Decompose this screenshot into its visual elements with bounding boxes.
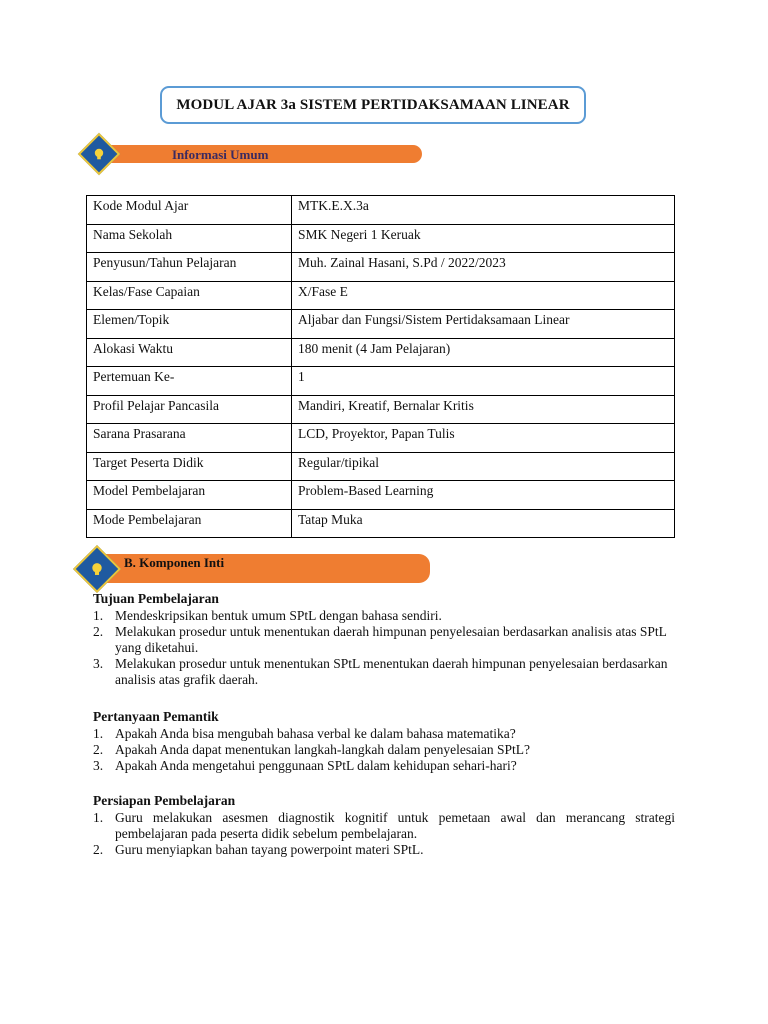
table-value-cell: SMK Negeri 1 Keruak (292, 224, 675, 253)
table-value-cell: Problem-Based Learning (292, 481, 675, 510)
list-item (93, 810, 675, 842)
table-row (87, 395, 675, 424)
table-row (87, 224, 675, 253)
table-row (87, 452, 675, 481)
table-row (87, 509, 675, 538)
table-value-cell: X/Fase E (292, 281, 675, 310)
list-item (93, 842, 675, 858)
table-value-cell: Mandiri, Kreatif, Bernalar Kritis (292, 395, 675, 424)
table-value-cell: Regular/tipikal (292, 452, 675, 481)
list-text: Apakah Anda dapat menentukan langkah-langkah dalam penyelesaian SPtL? (115, 742, 530, 757)
list-text: Guru melakukan asesmen diagnostik kognitif untuk pemetaan awal dan merancang strategi pembelajaran pada peserta didik sebelum pembelajaran. (115, 810, 675, 841)
list-number: 3. (93, 656, 104, 671)
tujuan-heading: Tujuan Pembelajaran (93, 591, 219, 606)
list-text: Melakukan prosedur untuk menentukan daerah himpunan penyelesaian berdasarkan analisis atas SPtL yang diketahui. (115, 624, 667, 655)
section-b-label: B. Komponen Inti (124, 555, 225, 570)
info-table (86, 195, 675, 538)
table-row (87, 424, 675, 453)
lightbulb-icon (73, 545, 121, 593)
list-item (93, 726, 675, 742)
table-row (87, 481, 675, 510)
table-key-cell: Penyusun/Tahun Pelajaran (87, 253, 292, 282)
list-text: Apakah Anda bisa mengubah bahasa verbal ke dalam bahasa matematika? (115, 726, 516, 741)
list-item (93, 656, 675, 688)
table-value-cell: 180 menit (4 Jam Pelajaran) (292, 338, 675, 367)
persiapan-list (93, 810, 675, 858)
table-value-cell: 1 (292, 367, 675, 396)
list-number: 2. (93, 742, 104, 757)
table-key-cell: Sarana Prasarana (87, 424, 292, 453)
table-value-cell: MTK.E.X.3a (292, 196, 675, 225)
table-key-cell: Pertemuan Ke- (87, 367, 292, 396)
list-item (93, 608, 675, 624)
list-number: 2. (93, 624, 104, 639)
list-item (93, 742, 675, 758)
table-key-cell: Kelas/Fase Capaian (87, 281, 292, 310)
list-text: Apakah Anda mengetahui penggunaan SPtL dalam kehidupan sehari-hari? (115, 758, 517, 773)
table-key-cell: Alokasi Waktu (87, 338, 292, 367)
table-row (87, 310, 675, 339)
table-key-cell: Target Peserta Didik (87, 452, 292, 481)
list-item (93, 624, 675, 656)
list-number: 1. (93, 810, 104, 825)
table-value-cell: Tatap Muka (292, 509, 675, 538)
table-row (87, 281, 675, 310)
table-key-cell: Kode Modul Ajar (87, 196, 292, 225)
list-number: 1. (93, 608, 104, 623)
module-title: MODUL AJAR 3a SISTEM PERTIDAKSAMAAN LINEAR (160, 86, 586, 124)
table-key-cell: Nama Sekolah (87, 224, 292, 253)
table-row (87, 253, 675, 282)
list-text: Guru menyiapkan bahan tayang powerpoint materi SPtL. (115, 842, 424, 857)
list-text: Mendeskripsikan bentuk umum SPtL dengan bahasa sendiri. (115, 608, 442, 623)
table-key-cell: Profil Pelajar Pancasila (87, 395, 292, 424)
pertanyaan-list (93, 726, 675, 774)
persiapan-heading: Persiapan Pembelajaran (93, 793, 236, 808)
table-value-cell: Aljabar dan Fungsi/Sistem Pertidaksamaan Linear (292, 310, 675, 339)
list-number: 3. (93, 758, 104, 773)
section-a-label: Informasi Umum (172, 147, 269, 162)
table-row (87, 367, 675, 396)
table-key-cell: Elemen/Topik (87, 310, 292, 339)
table-key-cell: Model Pembelajaran (87, 481, 292, 510)
table-row (87, 196, 675, 225)
list-number: 2. (93, 842, 104, 857)
section-b-banner (104, 554, 430, 583)
section-a-banner (100, 145, 422, 163)
table-value-cell: LCD, Proyektor, Papan Tulis (292, 424, 675, 453)
list-item (93, 758, 675, 774)
pertanyaan-heading: Pertanyaan Pemantik (93, 709, 219, 724)
table-value-cell: Muh. Zainal Hasani, S.Pd / 2022/2023 (292, 253, 675, 282)
tujuan-list (93, 608, 675, 688)
table-row (87, 338, 675, 367)
list-text: Melakukan prosedur untuk menentukan SPtL menentukan daerah himpunan penyelesaian berdasarkan analisis atas grafik daerah. (115, 656, 668, 687)
table-key-cell: Mode Pembelajaran (87, 509, 292, 538)
list-number: 1. (93, 726, 104, 741)
lightbulb-icon (78, 133, 120, 175)
